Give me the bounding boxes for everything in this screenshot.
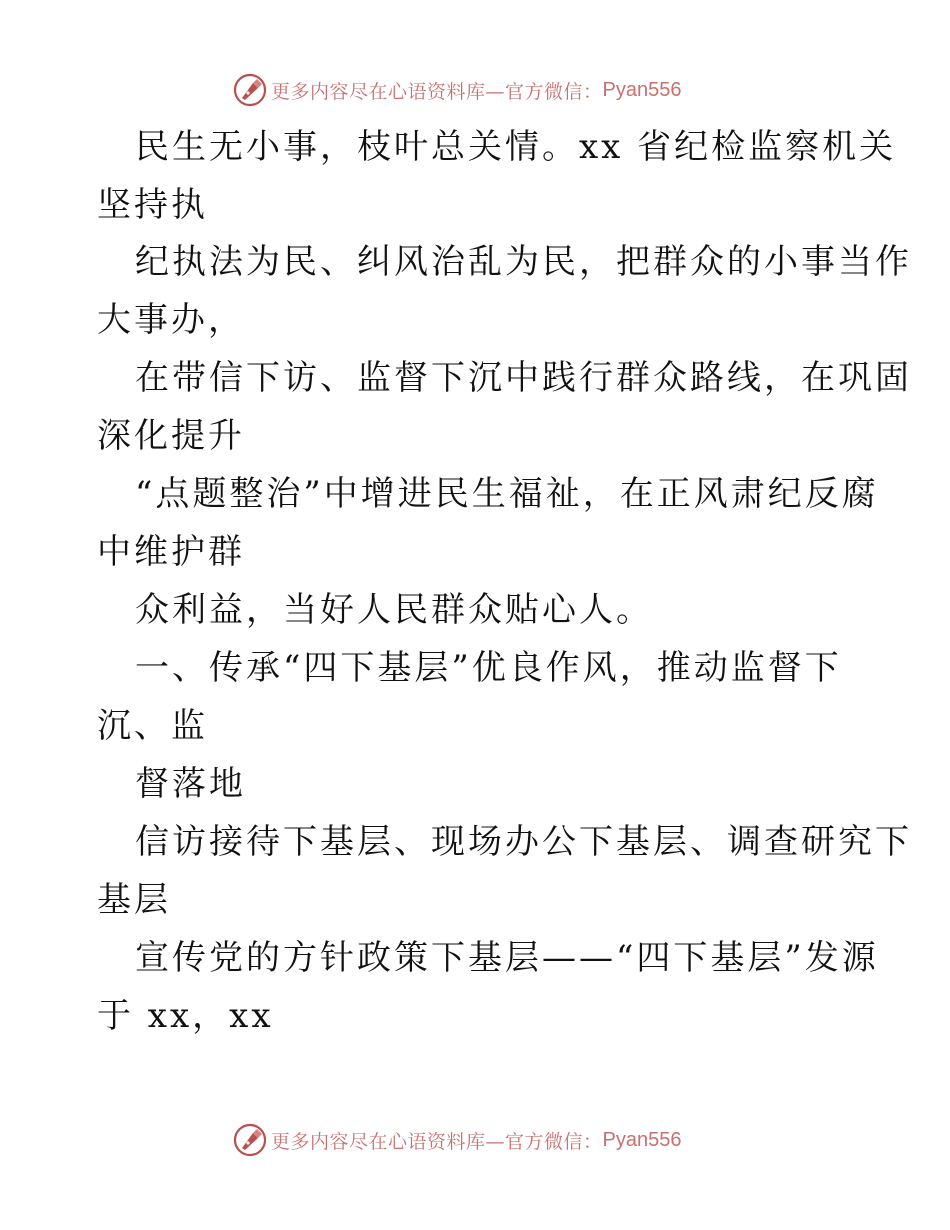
text-line: 宣传党的方针政策下基层——“四下基层”发源 — [135, 938, 879, 978]
section-heading-line: 沉、监 — [97, 706, 208, 746]
text-line: 纪执法为民、纠风治乱为民，把群众的小事当作 — [135, 242, 912, 282]
text-line: 大事办， — [97, 300, 245, 340]
text-line: 在带信下访、监督下沉中践行群众路线，在巩固 — [135, 358, 912, 398]
section-heading-line: 督落地 — [135, 764, 246, 804]
text-line: 坚持执 — [97, 185, 208, 225]
text-line: 众利益，当好人民群众贴心人。 — [135, 590, 653, 630]
text-line: 基层 — [97, 880, 171, 920]
pen-nib-logo-icon — [233, 1123, 267, 1157]
text-line: 于 xx，xx — [97, 996, 274, 1036]
header-watermark — [233, 72, 681, 108]
text-line: 信访接待下基层、现场办公下基层、调查研究下 — [135, 822, 912, 862]
watermark-wechat-id: Pyan556 — [602, 1128, 682, 1151]
watermark-text: 更多内容尽在心语资料库—官方微信： — [271, 80, 603, 103]
text-line: 民生无小事，枝叶总关情。xx 省纪检监察机关 — [135, 127, 897, 167]
watermark-text: 更多内容尽在心语资料库—官方微信： — [271, 1130, 603, 1153]
text-line: 深化提升 — [97, 416, 245, 456]
pen-nib-logo-icon — [233, 73, 267, 107]
section-heading-line: 一、传承“四下基层”优良作风，推动监督下 — [135, 648, 842, 688]
text-line: 中维护群 — [97, 532, 245, 572]
text-line: “点题整治”中增进民生福祉，在正风肃纪反腐 — [135, 474, 879, 514]
watermark-wechat-id: Pyan556 — [602, 78, 682, 101]
footer-watermark — [233, 1122, 681, 1158]
